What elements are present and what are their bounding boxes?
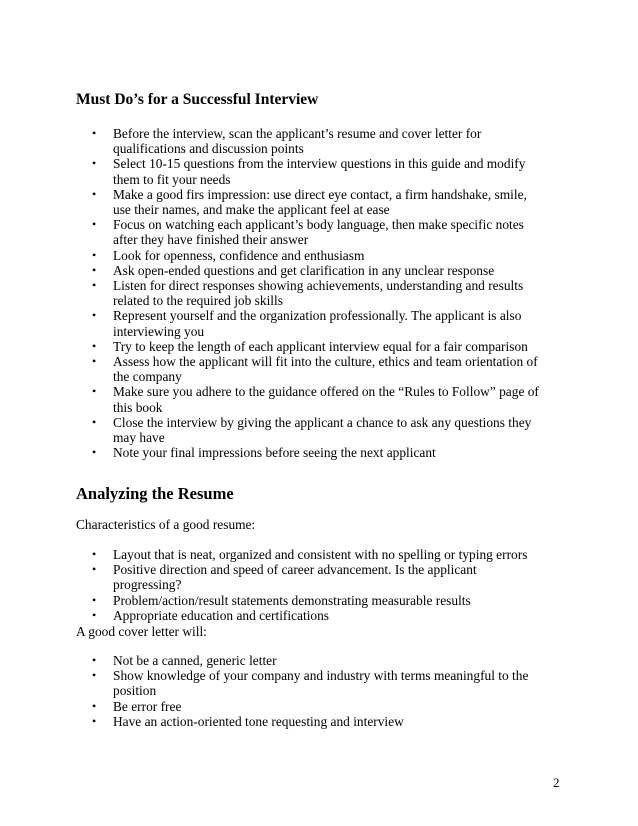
list-item [0,668,543,698]
list-item [0,263,543,278]
bullet-icon: • [92,698,97,713]
bullet-icon: • [92,445,97,460]
must-dos-list [0,126,638,460]
bullet-icon: • [92,547,97,561]
bullet-icon: • [92,653,97,667]
list-item [0,339,543,354]
bullet-icon: • [92,384,97,399]
list-item-text: Ask open-ended questions and get clarification in any unclear response [113,262,495,278]
list-item [0,653,543,668]
page-number: 2 [553,775,560,790]
list-item [0,126,543,156]
list-item-text: Positive direction and speed of career advancement. Is the applicant progressing? [113,562,477,593]
list-item [0,354,543,384]
list-item [0,445,543,460]
bullet-icon: • [92,713,97,728]
bullet-icon: • [92,668,97,683]
list-item [0,278,543,308]
list-item-text: Be error free [113,698,182,714]
list-item [0,308,543,338]
list-item [0,384,543,414]
resume-characteristics-list [0,547,638,623]
list-item [0,714,543,729]
cover-letter-intro-text: A good cover letter will: [76,624,207,639]
bullet-icon: • [92,354,97,369]
bullet-icon: • [92,414,97,429]
list-item [0,562,543,592]
list-item [0,248,543,263]
list-item-text: Have an action-oriented tone requesting and interview [113,713,404,729]
list-item [0,156,543,186]
list-item-text: Listen for direct responses showing achievements, understanding and results related to the required job skills [113,278,524,309]
bullet-icon: • [92,186,97,201]
bullet-icon: • [92,308,97,323]
bullet-icon: • [92,278,97,293]
list-item [0,699,543,714]
section-heading-must-dos: Must Do’s for a Successful Interview [76,91,319,108]
bullet-icon: • [92,156,97,171]
list-item-text: Try to keep the length of each applicant interview equal for a fair comparison [113,338,528,354]
list-item [0,608,543,623]
section-heading-analyzing-resume: Analyzing the Resume [76,484,234,503]
list-item-text: Close the interview by giving the applicant a chance to ask any questions they may have [113,414,532,446]
bullet-icon: • [92,607,97,622]
bullet-icon: • [92,247,97,262]
list-item [0,593,543,608]
list-item-text: Assess how the applicant will fit into the culture, ethics and team orientation of the company [113,354,538,385]
list-item [0,547,543,562]
bullet-icon: • [92,592,97,607]
list-item-text: Layout that is neat, organized and consistent with no spelling or typing errors [113,547,528,562]
list-item-text: Not be a canned, generic letter [113,653,277,668]
list-item-text: Note your final impressions before seeing the next applicant [113,445,436,461]
list-item-text: Appropriate education and certifications [113,607,330,623]
bullet-icon: • [92,126,97,140]
list-item [0,217,543,247]
bullet-icon: • [92,562,97,577]
list-item-text: Focus on watching each applicant’s body language, then make specific notes after they have finished their answer [113,217,524,248]
list-item-text: Before the interview, scan the applicant’s resume and cover letter for qualifications and discussion points [113,126,482,157]
list-item-text: Make a good firs impression: use direct eye contact, a firm handshake, smile, use their names, and make the applicant feel at ease [113,186,527,218]
bullet-icon: • [92,338,97,353]
resume-intro-text: Characteristics of a good resume: [76,517,256,532]
cover-letter-list [0,653,638,729]
list-item-text: Select 10-15 questions from the interview questions in this guide and modify them to fit your needs [113,156,526,187]
list-item [0,187,543,217]
list-item-text: Make sure you adhere to the guidance offered on the “Rules to Follow” page of this book [113,384,539,415]
list-item-text: Problem/action/result statements demonstrating measurable results [113,592,471,608]
bullet-icon: • [92,217,97,232]
list-item [0,415,543,445]
list-item-text: Represent yourself and the organization professionally. The applicant is also interviewing you [113,308,522,339]
bullet-icon: • [92,262,97,277]
list-item-text: Show knowledge of your company and industry with terms meaningful to the position [113,668,529,699]
list-item-text: Look for openness, confidence and enthusiasm [113,247,365,263]
